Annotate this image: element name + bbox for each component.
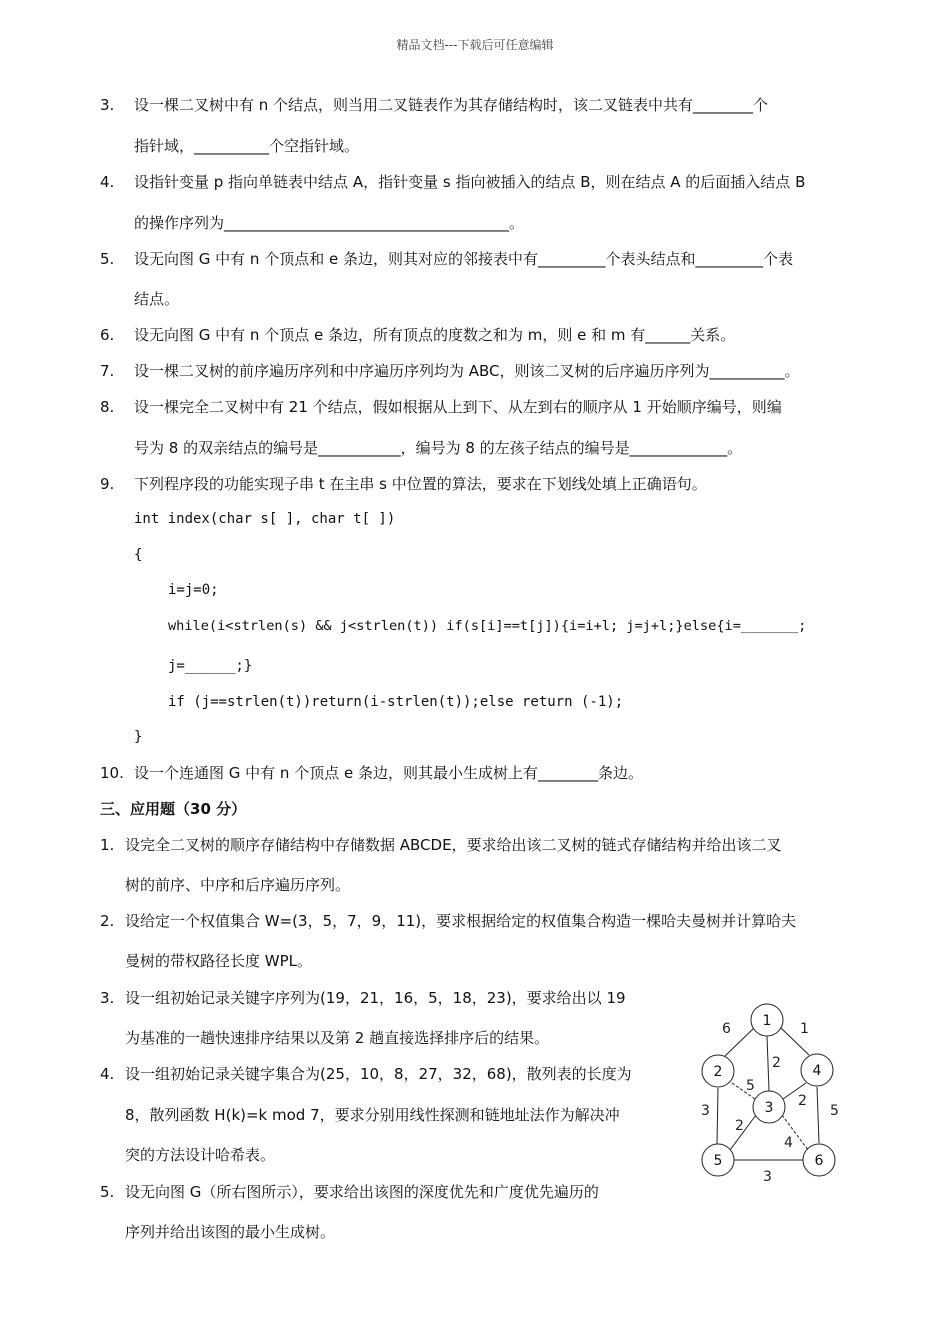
page-header: 精品文档---下载后可任意编辑 [396,38,554,52]
edge-weight: 5 [746,1078,755,1094]
node-label: 5 [713,1153,723,1169]
question-number: 10. [100,764,124,782]
question-number: 6. [100,326,115,344]
code-line: j=______;} [168,658,253,674]
code-line: i=j=0; [168,582,219,598]
question-text: 设无向图 G 中有 n 个顶点 e 条边，所有顶点的度数之和为 m，则 e 和 m 有______关系。 [134,326,736,344]
node-label: 6 [814,1153,824,1169]
question-text: 设无向图 G 中有 n 个顶点和 e 条边，则其对应的邻接表中有_________个表头结点和_________个表 [134,250,793,268]
question-text: 曼树的带权路径长度 WPL。 [125,952,313,970]
question-text: 设指针变量 p 指向单链表中结点 A，指针变量 s 指向被插入的结点 B，则在结点 A 的后面插入结点 B [134,173,806,191]
edge-weight: 1 [800,1021,809,1037]
question-number: 3. [100,989,115,1007]
node-label: 1 [762,1013,772,1029]
question-number: 3. [100,96,115,114]
edge-weight: 5 [830,1103,839,1119]
question-text: 8，散列函数 H(k)=k mod 7，要求分别用线性探测和链地址法作为解决冲 [125,1106,620,1124]
question-text: 设给定一个权值集合 W=(3，5，7，9，11)，要求根据给定的权值集合构造一棵哈夫曼树并计算哈夫 [125,912,797,930]
edge-weight: 6 [722,1021,731,1037]
code-line: { [134,547,143,563]
question-text: 设一棵二叉树的前序遍历序列和中序遍历序列均为 ABC，则该二叉树的后序遍历序列为__________。 [134,362,800,380]
edge-weight: 2 [772,1055,781,1071]
graph-node [702,1144,734,1176]
graph-node [753,1091,785,1123]
question-text: 设一个连通图 G 中有 n 个顶点 e 条边，则其最小生成树上有________条边。 [134,764,643,782]
graph-edge [767,1036,769,1091]
graph-node [702,1055,734,1087]
question-text: 号为 8 的双亲结点的编号是___________，编号为 8 的左孩子结点的编号是_____________。 [134,439,743,457]
edge-weight: 4 [784,1135,793,1151]
code-line: if (j==strlen(t))return(i-strlen(t));else return (-1); [168,694,624,710]
question-text: 的操作序列为______________________________________。 [134,214,525,232]
node-label: 2 [713,1064,723,1080]
question-text: 设完全二叉树的顺序存储结构中存储数据 ABCDE，要求给出该二叉树的链式存储结构并给出该二叉 [125,836,782,854]
question-text: 设一棵完全二叉树中有 21 个结点，假如根据从上到下、从左到右的顺序从 1 开始顺序编号，则编 [134,398,782,416]
graph-edge [817,1087,819,1143]
question-text: 设一棵二叉树中有 n 个结点，则当用二叉链表作为其存储结构时，该二叉链表中共有________个 [134,96,769,114]
edge-weight: 2 [735,1118,744,1134]
question-number: 1. [100,836,115,854]
edge-weight: 2 [798,1093,807,1109]
section-title: 三、应用题（30 分） [100,800,247,818]
code-line: while(i<strlen(s) && j<strlen(t)) if(s[i]==t[j]){i=i+l; j=j+l;}else{i=_______; [168,618,807,634]
graph-diagram [690,995,850,1190]
edge-weight: 3 [763,1169,772,1185]
question-text: 结点。 [134,290,180,308]
code-line: } [134,729,143,745]
question-number: 9. [100,475,115,493]
question-text: 设一组初始记录关键字序列为(19，21，16，5，18，23)，要求给出以 19 [125,989,626,1007]
question-text: 设一组初始记录关键字集合为(25，10，8，27，32，68)，散列表的长度为 [125,1065,632,1083]
graph-node [751,1004,783,1036]
question-number: 8. [100,398,115,416]
question-text: 序列并给出该图的最小生成树。 [125,1223,336,1241]
graph-node [803,1144,835,1176]
question-text: 树的前序、中序和后序遍历序列。 [125,876,351,894]
question-text: 设无向图 G（所右图所示），要求给出该图的深度优先和广度优先遍历的 [125,1183,599,1201]
question-number: 4. [100,173,115,191]
edge-weight: 3 [701,1103,710,1119]
question-number: 4. [100,1065,115,1083]
node-label: 3 [764,1100,774,1116]
question-number: 2. [100,912,115,930]
question-text: 下列程序段的功能实现子串 t 在主串 s 中位置的算法，要求在下划线处填上正确语句。 [134,475,707,493]
code-line: int index(char s[ ], char t[ ]) [134,511,396,527]
graph-edge [717,1088,718,1144]
node-label: 4 [812,1063,822,1079]
question-number: 5. [100,1183,115,1201]
question-text: 突的方法设计哈希表。 [125,1146,276,1164]
graph-node [801,1054,833,1086]
question-number: 5. [100,250,115,268]
question-text: 为基准的一趟快速排序结果以及第 2 趟直接选择排序后的结果。 [125,1029,550,1047]
question-number: 7. [100,362,115,380]
question-text: 指针域，__________个空指针域。 [134,137,360,155]
